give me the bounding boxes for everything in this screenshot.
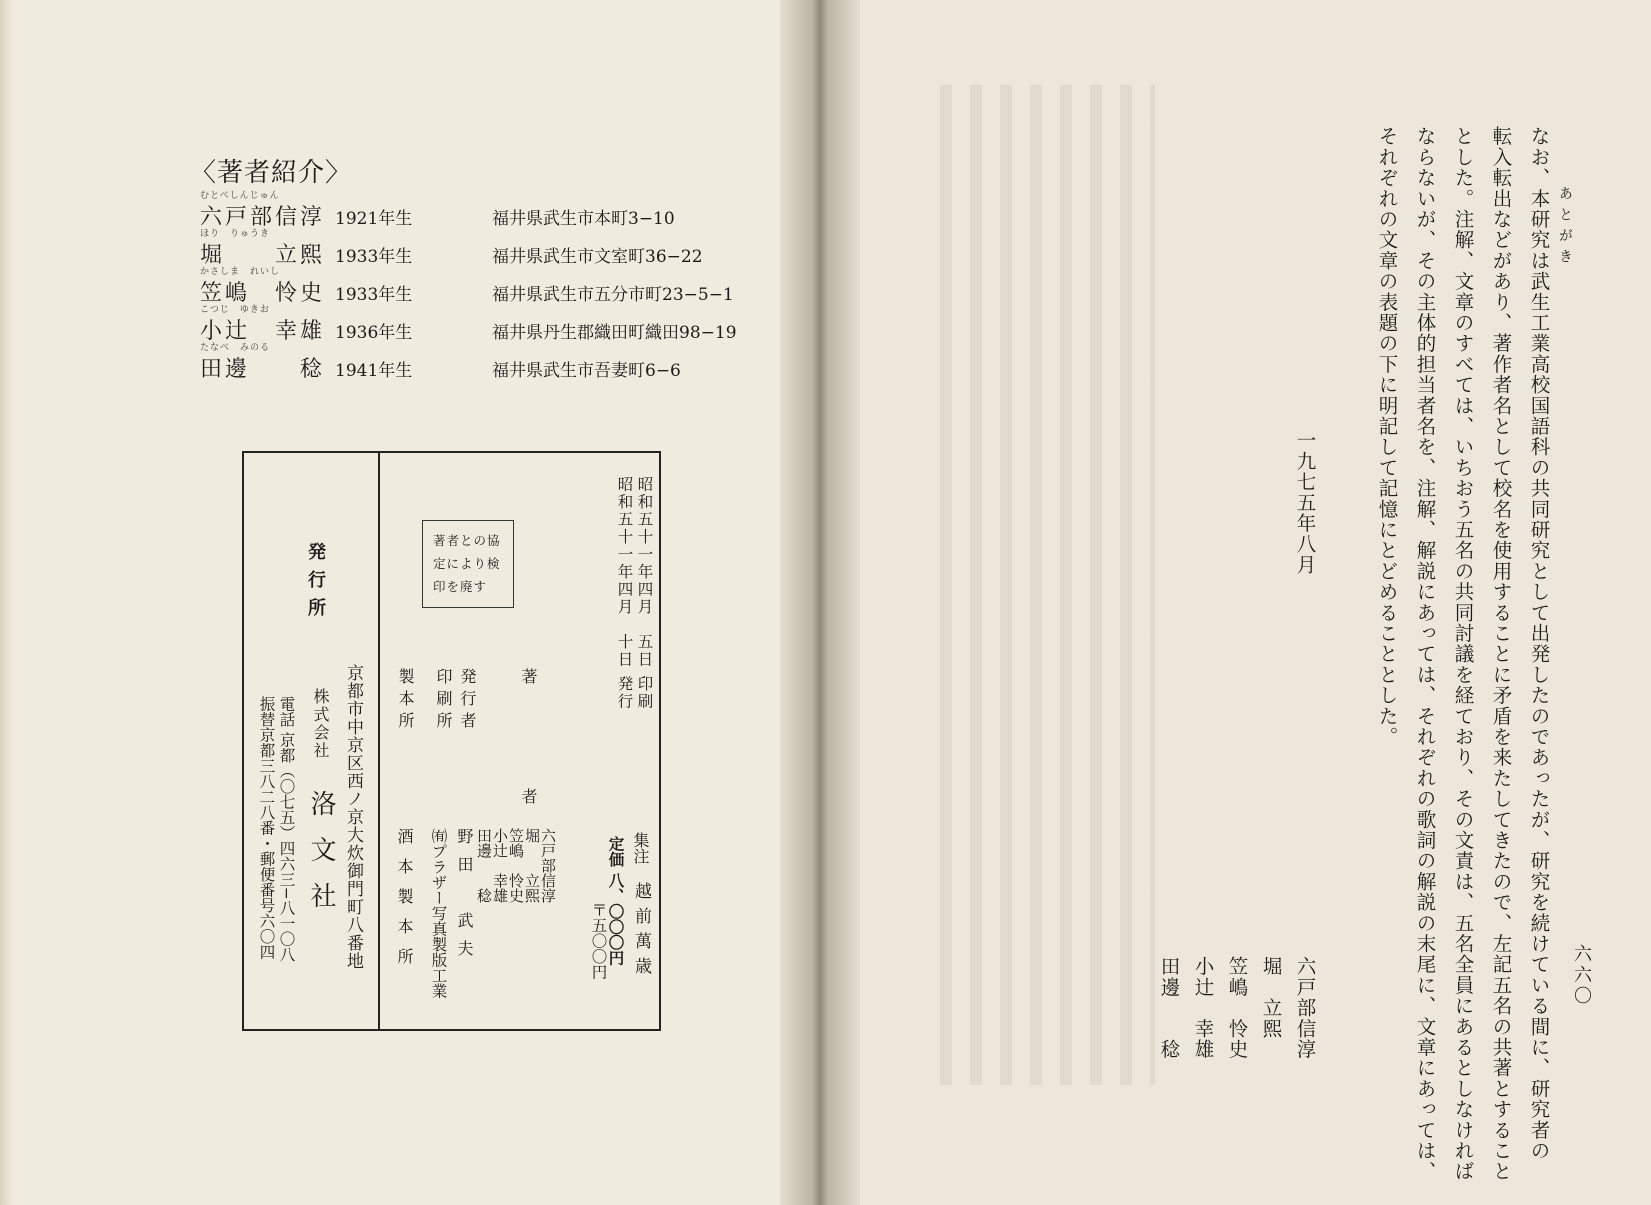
author-address: 福井県武生市文室町36−22 (492, 247, 703, 267)
stamp-line: 定により検 (433, 556, 501, 571)
postscript-date: 一九七五年八月 (1293, 430, 1317, 575)
author-birth-year: 1936年生 (335, 323, 413, 343)
publisher-name: 野田 武夫 (455, 828, 474, 968)
role-publisher: 発行者 (458, 668, 477, 734)
author-ruby: かさしま れいし (200, 267, 281, 277)
author-ruby: こつじ ゆきお (200, 305, 270, 315)
signatory: 小辻 幸雄 (1191, 956, 1215, 1060)
body-line: 転入転出などがあり、著作者名として校名を使用することに矛盾を来たしてきたので、左記五名の共著とすること (1489, 126, 1513, 1182)
author-name: 小辻 幸雄 (200, 319, 326, 344)
inspection-seal-box (422, 520, 514, 608)
author-ruby: むとべしんじゅん (200, 191, 280, 201)
author-address: 福井県武生市五分市町23−5−1 (492, 285, 734, 305)
binder-name: 酒本製本所 (395, 828, 414, 978)
signatory: 田邊 稔 (1157, 956, 1181, 1060)
publisher-phone: 電話 京都（〇七五）四六三−八一〇八 (277, 696, 296, 962)
author-name: 堀 立熙 (523, 828, 541, 903)
body-line: ならないが、その主体的担当者名を、注解、解説にあっては、それぞれの歌詞の解説の末尾に、文章にあっては、 (1413, 126, 1437, 1182)
book-title: 越前萬歳 (631, 882, 651, 982)
signatory: 笠嶋 怜史 (1225, 956, 1249, 1060)
stamp-line: 印を廃す (433, 579, 488, 594)
author-name: 六戸部信淳 (200, 205, 326, 230)
postage: 〒五〇〇円 (589, 902, 608, 980)
author-name: 田邊 稔 (200, 357, 326, 382)
author-ruby: ほり りゅうき (200, 229, 271, 239)
title-prefix: 集注 (631, 832, 650, 864)
author-ruby: たなべ みのる (200, 343, 271, 353)
stamp-line: 著者との協 (433, 533, 501, 548)
page-number: 六六〇 (1571, 944, 1592, 1007)
book-gutter (780, 0, 860, 1205)
colophon-divider (378, 453, 380, 1029)
author-birth-year: 1941年生 (335, 361, 413, 381)
author-birth-year: 1921年生 (335, 209, 413, 229)
author-address: 福井県武生市吾妻町6−6 (492, 361, 681, 381)
author-birth-year: 1933年生 (335, 285, 413, 305)
publisher-label: 発行所 (305, 542, 326, 626)
author-name: 笠嶋 怜史 (200, 281, 326, 306)
author-intro-heading: 〈著者紹介〉 (190, 158, 353, 188)
show-through-text (940, 85, 1155, 1085)
issue-date: 昭和五十一年四月 十日 発行 (615, 476, 634, 711)
running-header: あとがき (1557, 186, 1573, 270)
signatory: 六戸部信淳 (1293, 956, 1317, 1060)
role-printer: 印刷所 (434, 668, 453, 734)
print-date: 昭和五十一年四月 五日 印刷 (635, 476, 654, 711)
printer-name: ㈲プラザー写真製版工業 (429, 828, 448, 999)
publisher-address: 京都市中京区西ノ京大炊御門町八番地 (343, 664, 363, 970)
author-name: 六戸部信淳 (539, 828, 557, 903)
company-type: 株式会社 (311, 688, 330, 760)
author-birth-year: 1933年生 (335, 247, 413, 267)
publisher-transfer: 振替京都三八二八番・郵便番号六〇四 (257, 696, 276, 960)
role-author: 著 者 (519, 668, 538, 828)
company-name: 洛文社 (306, 790, 336, 928)
author-name: 田邊 稔 (475, 828, 493, 903)
body-line: それぞれの文章の表題の下に明記して記憶にとどめることとした。 (1375, 126, 1399, 747)
signatory: 堀 立熙 (1259, 956, 1283, 1039)
author-name: 笠嶋 怜史 (507, 828, 525, 903)
price: 定価 八、〇〇〇円 (606, 836, 626, 966)
role-binder: 製本所 (396, 668, 415, 734)
author-address: 福井県丹生郡織田町織田98−19 (492, 323, 737, 343)
author-name: 小辻 幸雄 (491, 828, 509, 903)
author-address: 福井県武生市本町3−10 (492, 209, 675, 229)
page-edge (0, 0, 14, 1205)
body-line: とした。注解、文章のすべては、いちおう五名の共同討議を経ており、その文責は、五名全員にあるとしなければ (1451, 126, 1475, 1182)
body-line: なお、本研究は武生工業高校国語科の共同研究として出発したのであったが、研究を続けている間に、研究者の (1527, 126, 1551, 1161)
author-name: 堀 立熙 (200, 243, 326, 268)
